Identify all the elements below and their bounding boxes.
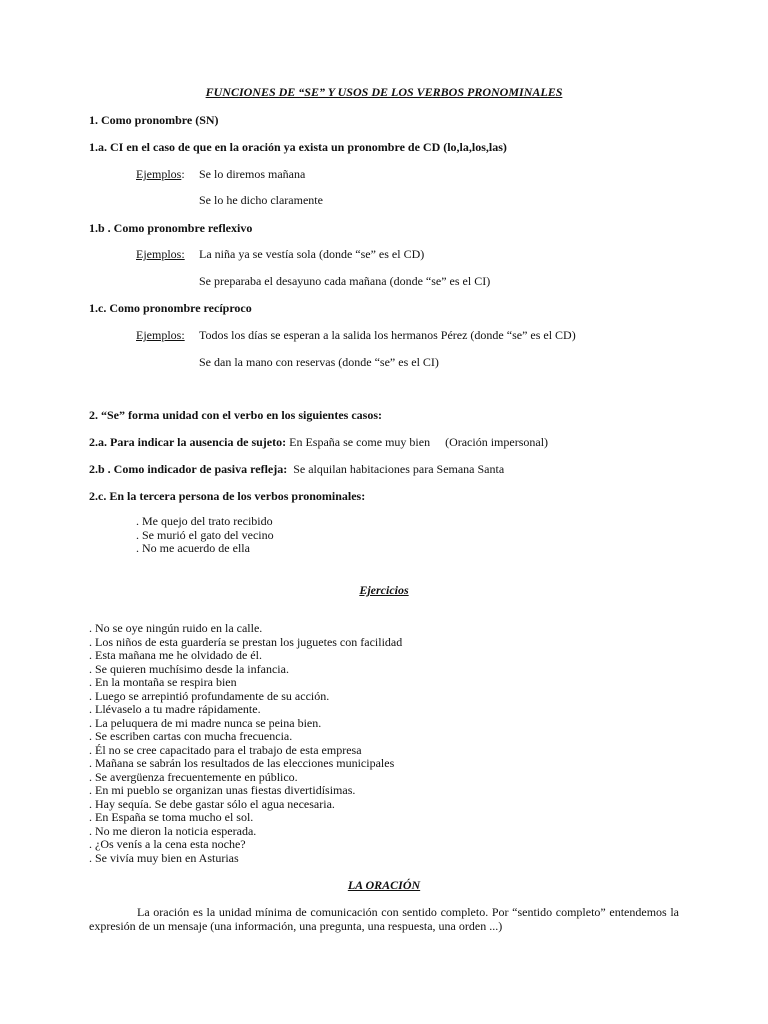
section-1c-heading: 1.c. Como pronombre recíproco [89, 301, 252, 315]
list-item: . En mi pueblo se organizan unas fiestas divertidísimas. [89, 783, 356, 797]
list-item: . Él no se cree capacitado para el trabajo de esta empresa [89, 742, 362, 757]
list-item: . Mañana se sabrán los resultados de las elecciones municipales [89, 756, 395, 770]
examples-label-text: Ejemplos [136, 167, 182, 181]
section-1c-examples-label: Ejemplos: [136, 328, 185, 342]
section-1a-example-2: Se lo he dicho claramente [199, 193, 323, 207]
section-1a-example-1: Se lo diremos mañana [199, 167, 306, 181]
list-item: . No me acuerdo de ella [136, 541, 250, 555]
section-2-heading: 2. “Se” forma unidad con el verbo en los siguientes casos: [89, 408, 383, 422]
list-item: . Se avergüenza frecuentemente en público. [89, 769, 298, 784]
section-2a-text: En España se come muy bien (Oración impersonal) [286, 435, 549, 449]
la-oracion-paragraph: La oración es la unidad mínima de comunicación con sentido completo. Por “sentido completo” entendemos la expresión de un mensaje (una información, una pregunta, una respuesta, una orden ...) [89, 905, 679, 933]
section-2a-heading: 2.a. Para indicar la ausencia de sujeto: [89, 435, 287, 449]
section-1b-heading: 1.b . Como pronombre reflexivo [89, 221, 253, 235]
section-1a-heading: 1.a. CI en el caso de que en la oración ya exista un pronombre de CD (lo,la,los,las) [89, 140, 507, 154]
examples-label-colon: : [181, 167, 185, 181]
list-item: . En España se toma mucho el sol. [89, 810, 254, 824]
section-1c-example-2: Se dan la mano con reservas (donde “se” es el CI) [199, 355, 439, 369]
section-2b-line [89, 462, 504, 476]
la-oracion-title: LA ORACIÓN [347, 878, 421, 892]
list-item: . Llévaselo a tu madre rápidamente. [89, 702, 261, 716]
list-item: . Luego se arrepintió profundamente de su acción. [89, 688, 330, 703]
section-2c-heading: 2.c. En la tercera persona de los verbos pronominales: [89, 489, 366, 503]
list-item: . Hay sequía. Se debe gastar sólo el agua necesaria. [89, 796, 335, 811]
list-item: . Se escriben cartas con mucha frecuencia. [89, 729, 293, 743]
exercises-title: Ejercicios [359, 583, 409, 597]
section-2a-line [89, 435, 548, 449]
list-item: . La peluquera de mi madre nunca se peina bien. [89, 715, 322, 730]
list-item: . Esta mañana me he olvidado de él. [89, 648, 262, 662]
list-item: . No se oye ningún ruido en la calle. [89, 621, 263, 635]
list-item: . Se vivía muy bien en Asturias [89, 850, 239, 865]
section-2c-list [136, 515, 274, 556]
section-1c-example-1: Todos los días se esperan a la salida los hermanos Pérez (donde “se” es el CD) [199, 328, 576, 342]
section-2b-heading: 2.b . Como indicador de pasiva refleja: [89, 462, 288, 476]
section-1b-example-2: Se preparaba el desayuno cada mañana (donde “se” es el CI) [199, 274, 491, 288]
document-title: FUNCIONES DE “SE” Y USOS DE LOS VERBOS PRONOMINALES [205, 85, 563, 99]
section-1b-examples-label: Ejemplos: [136, 247, 185, 261]
section-1-heading: 1. Como pronombre (SN) [89, 113, 219, 127]
list-item: . No me dieron la noticia esperada. [89, 823, 257, 838]
list-item: . Se murió el gato del vecino [136, 527, 274, 542]
list-item: . ¿Os venís a la cena esta noche? [89, 837, 246, 851]
exercises-list [89, 622, 402, 865]
list-item: . Se quieren muchísimo desde la infancia. [89, 661, 289, 676]
section-2b-text: Se alquilan habitaciones para Semana Santa [287, 462, 505, 476]
section-1b-example-1: La niña ya se vestía sola (donde “se” es el CD) [199, 247, 425, 261]
list-item: . Los niños de esta guardería se prestan los juguetes con facilidad [89, 634, 403, 649]
section-1a-examples-label [136, 167, 185, 181]
list-item: . En la montaña se respira bien [89, 675, 237, 689]
list-item: . Me quejo del trato recibido [136, 514, 273, 528]
